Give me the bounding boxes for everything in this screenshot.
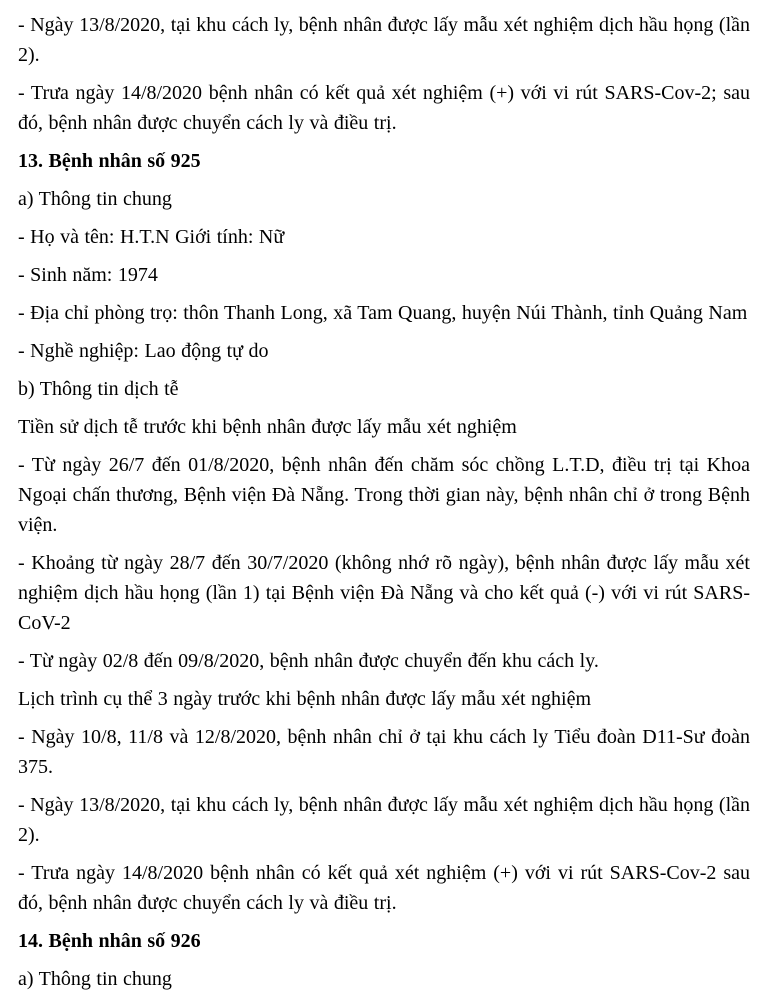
paragraph: - Ngày 13/8/2020, tại khu cách ly, bệnh nhân được lấy mẫu xét nghiệm dịch hầu họng (lần 2). <box>18 794 750 846</box>
paragraph: - Khoảng từ ngày 28/7 đến 30/7/2020 (không nhớ rõ ngày), bệnh nhân được lấy mẫu xét nghiệm dịch hầu họng (lần 1) tại Bệnh viện Đà Nẵng và cho kết quả (-) với vi rút SARS-CoV-2 <box>18 552 750 634</box>
paragraph: - Từ ngày 26/7 đến 01/8/2020, bệnh nhân đến chăm sóc chồng L.T.D, điều trị tại Khoa Ngoại chấn thương, Bệnh viện Đà Nẵng. Trong thời gian này, bệnh nhân chỉ ở trong Bệnh viện. <box>18 454 750 536</box>
paragraph: Lịch trình cụ thể 3 ngày trước khi bệnh nhân được lấy mẫu xét nghiệm <box>18 688 592 710</box>
subsection-label-general-info: a) Thông tin chung <box>18 968 172 990</box>
section-heading-patient-925: 13. Bệnh nhân số 925 <box>18 150 201 172</box>
subsection-label-epidemiology-info: b) Thông tin dịch tễ <box>18 378 179 400</box>
field-address: - Địa chỉ phòng trọ: thôn Thanh Long, xã Tam Quang, huyện Núi Thành, tỉnh Quảng Nam <box>18 302 748 324</box>
paragraph: Tiền sử dịch tễ trước khi bệnh nhân được lấy mẫu xét nghiệm <box>18 416 517 438</box>
section-heading-patient-926: 14. Bệnh nhân số 926 <box>18 930 201 952</box>
paragraph: - Ngày 13/8/2020, tại khu cách ly, bệnh nhân được lấy mẫu xét nghiệm dịch hầu họng (lần 2). <box>18 14 750 66</box>
paragraph: - Ngày 10/8, 11/8 và 12/8/2020, bệnh nhân chỉ ở tại khu cách ly Tiểu đoàn D11-Sư đoàn 375. <box>18 726 750 778</box>
paragraph: - Từ ngày 02/8 đến 09/8/2020, bệnh nhân được chuyển đến khu cách ly. <box>18 650 599 672</box>
field-occupation: - Nghề nghiệp: Lao động tự do <box>18 340 269 362</box>
paragraph: - Trưa ngày 14/8/2020 bệnh nhân có kết quả xét nghiệm (+) với vi rút SARS-Cov-2; sau đó, bệnh nhân được chuyển cách ly và điều trị. <box>18 82 750 134</box>
paragraph: - Trưa ngày 14/8/2020 bệnh nhân có kết quả xét nghiệm (+) với vi rút SARS-Cov-2 sau đó, bệnh nhân được chuyển cách ly và điều trị. <box>18 862 750 914</box>
field-name-gender: - Họ và tên: H.T.N Giới tính: Nữ <box>18 226 285 248</box>
subsection-label-general-info: a) Thông tin chung <box>18 188 172 210</box>
field-birth-year: - Sinh năm: 1974 <box>18 264 158 286</box>
